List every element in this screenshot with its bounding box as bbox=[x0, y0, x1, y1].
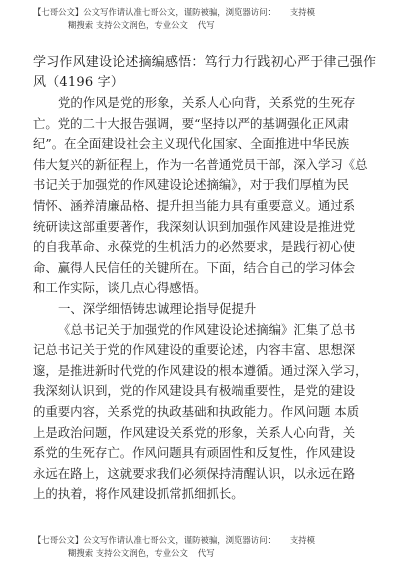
footer-banner-text-a: 【七哥公文】公文写作请认准七哥公文，谨防被骗，浏览器访问： bbox=[33, 535, 276, 545]
paragraph-line: 系党的生死存亡。作风问题具有顽固性和反复性，作风建设 bbox=[33, 445, 356, 461]
document-body bbox=[33, 93, 383, 505]
footer-banner-text-b: 支持模 bbox=[289, 535, 315, 545]
paragraph-line: 永远在路上，这就要求我们必须保持清醒认识，以永远在路 bbox=[33, 465, 356, 481]
title-line-1: 学习作风建设论述摘编感悟：笃行力行践初心严于律己强作 bbox=[33, 55, 377, 70]
paragraph-line: 《总书记关于加强党的作风建设论述摘编》汇集了总书 bbox=[58, 321, 356, 337]
footer-banner-text-c: 糊搜索 支持公文润色，专业公文 bbox=[68, 548, 188, 558]
footer-banner bbox=[0, 534, 410, 560]
paragraph-line: 上是政治问题，作风建设关系党的形象，关系人心向背，关 bbox=[33, 424, 356, 440]
paragraph-line: 党的作风是党的形象，关系人心向背，关系党的生死存 bbox=[58, 95, 356, 110]
paragraph-line: 记总书记关于党的作风建设的重要论述，内容丰富、思想深 bbox=[33, 342, 356, 358]
paragraph-line: 邃，是推进新时代党的作风建设的根本遵循。通过深入学习， bbox=[33, 362, 368, 378]
section-heading: 一、深学细悟铸忠诚理论指导促提升 bbox=[58, 300, 257, 316]
title-line-2: 风（4196 字） bbox=[33, 75, 125, 90]
document-title bbox=[33, 53, 383, 93]
header-banner bbox=[0, 6, 410, 32]
header-banner-text-a: 【七哥公文】公文写作请认准七哥公文，谨防被骗，浏览器访问： bbox=[33, 7, 276, 17]
paragraph-line: 亡。党的二十大报告强调，要“坚持以严的基调强化正风肃 bbox=[33, 115, 350, 131]
footer-banner-line-1 bbox=[0, 534, 410, 547]
paragraph-line: 统研读这部重要著作，我深刻认识到加强作风建设是推进党 bbox=[33, 218, 356, 234]
header-banner-text-c: 糊搜索 支持公文润色，专业公文 bbox=[68, 20, 188, 30]
header-banner-line-2 bbox=[0, 19, 410, 32]
paragraph-line: 我深刻认识到，党的作风建设具有极端重要性，是党的建设 bbox=[33, 383, 356, 399]
footer-banner-text-d: 代写 bbox=[197, 548, 215, 558]
paragraph-line: 的重要内容，关系党的执政基础和执政能力。作风问题 本质 bbox=[33, 403, 360, 419]
paragraph-line: 的自我革命、永葆党的生机活力的必然要求，是践行初心使 bbox=[33, 239, 356, 255]
paragraph-line: 情怀、涵养清廉品格、提升担当能力具有重要意义。通过系 bbox=[33, 197, 356, 213]
header-banner-text-b: 支持模 bbox=[289, 7, 315, 17]
paragraph-line: 纪”。在全面建设社会主义现代化国家、全面推进中华民族 bbox=[33, 136, 350, 152]
header-banner-text-d: 代写 bbox=[197, 20, 215, 30]
footer-banner-line-2 bbox=[0, 547, 410, 560]
paragraph-line: 和工作实际，谈几点心得感悟。 bbox=[33, 280, 207, 296]
paragraph-line: 命、赢得人民信任的关键所在。下面，结合自己的学习体会 bbox=[33, 259, 356, 275]
paragraph-line: 上的执着，将作风建设抓常抓细抓长。 bbox=[33, 486, 244, 502]
paragraph-line: 伟大复兴的新征程上，作为一名普通党员干部，深入学习《总 bbox=[33, 156, 368, 172]
paragraph-line: 书记关于加强党的作风建设论述摘编》，对于我们厚植为民 bbox=[33, 177, 349, 193]
header-banner-line-1 bbox=[0, 6, 410, 19]
